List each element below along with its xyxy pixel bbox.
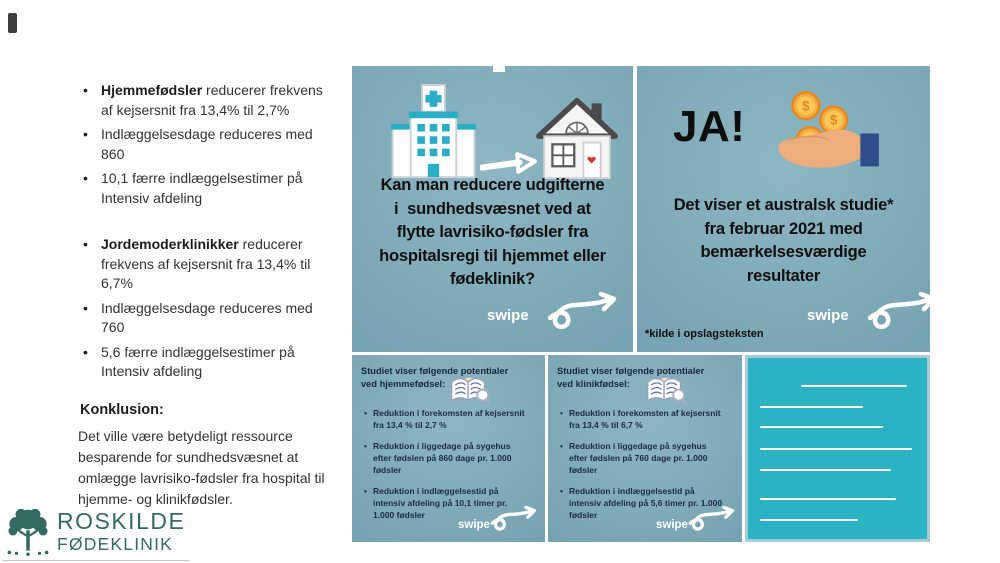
redacted-line	[760, 469, 891, 471]
bullet-dot: •	[83, 236, 88, 252]
redacted-line	[760, 448, 912, 450]
answer-panel	[637, 66, 930, 352]
redacted-line	[801, 385, 907, 387]
answer-headline	[647, 194, 920, 288]
result-bullet: • Reduktion i liggedage på sygehus efter fødslen på 760 dage pr. 1.000 fødsler	[560, 441, 708, 475]
headline-line: fødeklinik?	[450, 270, 535, 288]
bullet-item: • Indlæggelsesdage reduceres med 760	[83, 299, 313, 335]
answer-word: JA!	[673, 102, 746, 151]
headline-line: bemærkelsesværdige	[700, 243, 867, 261]
bullet-item: • Hjemmefødsler reducerer frekvens af kejsersnit fra 13,4% til 2,7%	[83, 82, 323, 118]
redacted-line	[760, 406, 863, 408]
bullet-dot: •	[364, 408, 367, 418]
headline-line: hospitalsregi til hjemmet eller	[379, 246, 606, 265]
headline-line: flytte lavrisiko-fødsler fra	[396, 223, 589, 241]
swipe-label: swipe	[656, 519, 688, 531]
swipe-label: swipe	[487, 307, 529, 324]
bullet-dot: •	[364, 486, 367, 496]
swipe-arrow-icon	[547, 292, 619, 342]
headline-line: fra februar 2021 med	[704, 219, 863, 238]
bullet-dot: •	[83, 299, 88, 316]
headline-line: Det viser et australsk studie*	[673, 196, 894, 214]
tree-logo-icon	[4, 505, 52, 559]
house-icon	[536, 96, 618, 180]
coins-in-hand-icon	[775, 88, 883, 183]
header-line: Studiet viser følgende potentialer	[361, 366, 509, 376]
bottom-divider	[2, 560, 190, 561]
bullet-dot: •	[83, 126, 88, 142]
swipe-arrow-icon	[867, 292, 930, 342]
hospital-icon	[386, 82, 481, 182]
open-book-icon	[448, 374, 490, 407]
result-bullet: • Reduktion i indlæggelsestid på intensiv afdeling på 5,6 timer pr. 1.000 fødsler	[560, 486, 723, 520]
bullet-item: • 10,1 færre indlæggelsestimer på Intensiv afdeling	[83, 170, 303, 206]
bullet-item: • Jordemoderklinikker reducerer frekvens af kejsersnit fra 13,4% til 6,7%	[83, 236, 311, 291]
corner-artifact	[8, 13, 17, 33]
swipe-label: swipe	[458, 519, 490, 531]
logo-name: ROSKILDE	[57, 508, 186, 535]
redacted-line	[760, 426, 883, 428]
result-bullet: • Reduktion i forekomsten af kejsersnit fra 13,4 % til 2,7 %	[364, 408, 525, 430]
home-birth-bullet-list	[80, 81, 335, 213]
header-line: ved klinikfødsel:	[557, 379, 630, 389]
conclusion-heading: Konklusion:	[80, 402, 164, 418]
redacted-lines	[748, 358, 927, 539]
result-bullet: • Reduktion i forekomsten af kejsersnit fra 13,4 % til 6,7 %	[560, 408, 721, 430]
home-birth-results-panel	[352, 355, 545, 542]
swipe-arrow-icon	[688, 506, 736, 539]
question-panel	[352, 66, 633, 352]
svg-text:$: $	[802, 98, 810, 114]
bullet-dot: •	[560, 441, 563, 451]
logo-subname: FØDEKLINIK	[57, 534, 174, 555]
bullet-dot: •	[364, 441, 367, 451]
roskilde-foedeklinik-logo	[4, 505, 185, 559]
clinic-bullet-list	[80, 235, 335, 387]
bullet-dot: •	[560, 408, 563, 418]
redacted-line	[760, 498, 896, 500]
headline-line: resultater	[746, 266, 821, 285]
bullet-item: • Indlæggelsesdage reduceres med 860	[83, 126, 313, 162]
bullet-dot: •	[560, 486, 563, 496]
infographic-grid	[352, 66, 930, 542]
result-bullet: • Reduktion i indlæggelsestid på intensiv afdeling på 10,1 timer pr. 1.000 fødsler	[364, 486, 508, 520]
bullet-item: • 5,6 færre indlæggelsestimer på Intensiv afdeling	[83, 343, 295, 379]
redacted-line	[760, 519, 858, 521]
source-note: *kilde i opslagsteksten	[645, 328, 764, 340]
bullet-dot: •	[83, 82, 88, 98]
swipe-arrow-icon	[490, 506, 538, 539]
clinic-birth-results-panel	[548, 355, 742, 542]
header-line: ved hjemmefødsel:	[361, 379, 446, 389]
headline-line: i sundhedsvæsnet ved at	[394, 199, 591, 218]
redacted-text-panel	[745, 355, 930, 542]
result-bullet: • Reduktion i liggedage på sygehus efter fødslen på 860 dage pr. 1.000 fødsler	[364, 441, 512, 475]
header-line: Studiet viser følgende potentialer	[557, 366, 705, 376]
crop-notch	[493, 66, 505, 72]
headline-line: Kan man reducere udgifterne	[380, 176, 605, 194]
question-headline	[355, 174, 630, 292]
bullet-dot: •	[83, 170, 88, 186]
swipe-label: swipe	[807, 307, 849, 324]
open-book-icon	[644, 374, 686, 407]
conclusion-paragraph: Det ville være betydeligt ressource besparende for sundhedsvæsnet at omlægge lavrisiko-fødsler fra hospital til hjemme- og klinikfødsler.	[78, 428, 325, 507]
bullet-dot: •	[83, 343, 88, 360]
svg-text:$: $	[829, 112, 838, 128]
